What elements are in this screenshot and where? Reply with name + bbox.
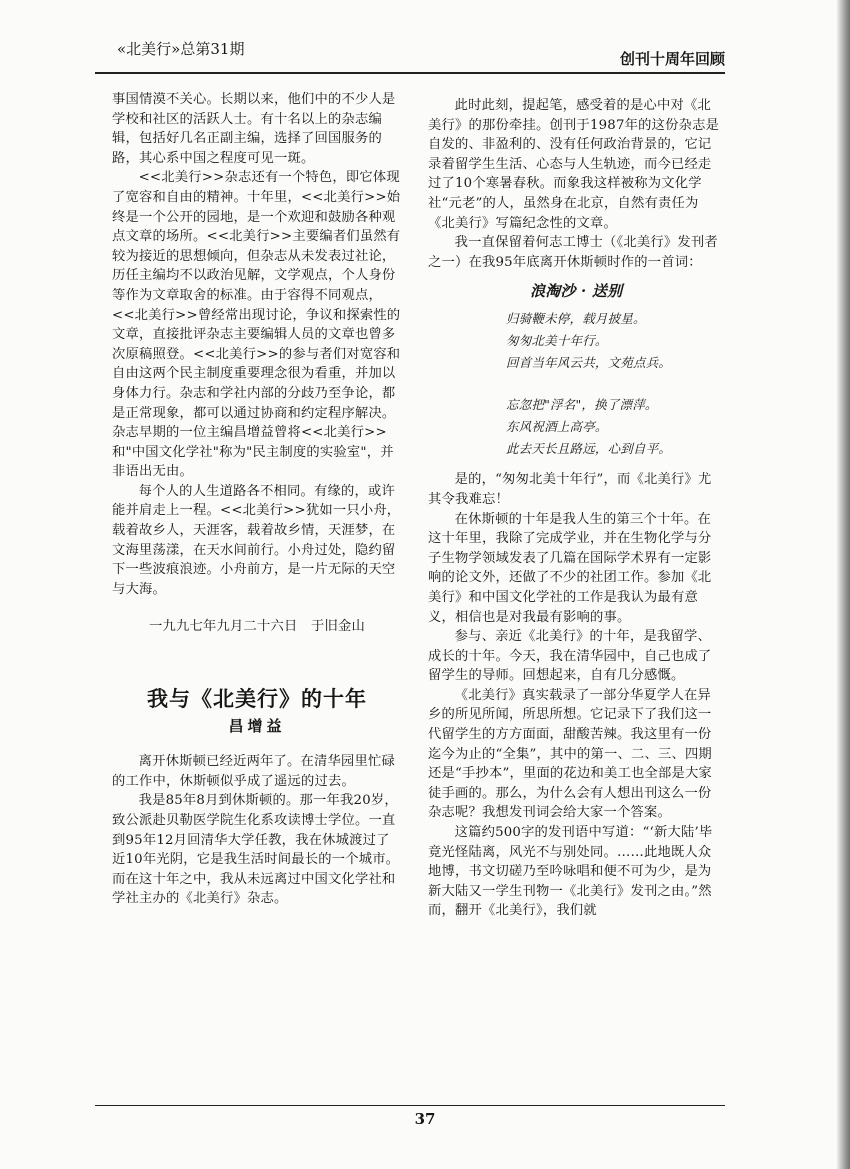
page-number: 37 [414,1110,436,1128]
paragraph: 这篇约500字的发刊语中写道：“‘新大陆’毕竟光怪陆离，风光不与别处同。……此地既人众地博，书文切磋乃至吟咏唱和便不可为少，是为新大陆又一学生刊物一《北美行》发刊之由。”然而，翻开《北美行》，我们就 [428,825,713,919]
paragraph: 此时此刻，提起笔，感受着的是心中对《北美行》的那份牵挂。创刊于1987年的这份杂志是自发的、非盈利的、没有任何政治背景的，它记录着留学生生活、心态与人生轨迹，而今已经走过了10个寒暑春秋。而象我这样被称为文化学社“元老”的人，虽然身在北京，自然有责任为《北美行》写篇纪念性的文章。 [428,98,720,231]
paragraph: 在休斯顿的十年是我人生的第三个十年。在这十年里，我除了完成学业，并在生物化学与分子生物学领域发表了几篇在国际学术界有一定影响的论文外，还做了不少的社团工作。参加《北美行》和中国文化学社的工作是我认为最有意义，相信也是对我最有影响的事。 [428,511,712,625]
poem [506,280,720,460]
paragraph: 每个人的人生道路各不相同。有缘的，或许能并肩走上一程。<<北美行>>犹如一只小舟，载着故乡人，天涯客，载着故乡情，天涯梦，在文海里荡漾，在天水间前行。小舟过处，隐约留下一些波痕浪迹。小舟前方，是一片无际的天空与大海。 [112,483,401,597]
poem-line: 东风祝酒上高亭。 [506,419,608,435]
poem-line: 匆匆北美十年行。 [506,333,608,349]
section-title: 创刊十周年回顾 [619,50,725,68]
page-header [95,30,725,70]
scan-edge-shadow [836,0,850,1169]
poem-line: 归骑鞭未停，载月披星。 [506,311,646,327]
article-author: 昌增益 [228,716,286,735]
paragraph: 事国情漠不关心。长期以来，他们中的不少人是学校和社区的活跃人士。有十名以上的杂志编辑，包括好几名正副主编，选择了回国服务的路，其心系中国之程度可见一斑。 [112,92,396,166]
left-column [112,90,402,909]
paragraph: <<北美行>>杂志还有一个特色，即它体现了宽容和自由的精神。十年里，<<北美行>>始终是一个公开的园地，是一个欢迎和鼓励各种观点文章的场所。<<北美行>>主要编者们虽然有较为接近的思想倾向，但杂志从未发表过社论，历任主编均不以政治见解，文学观点，个人身份等作为文章取舍的标准。由于容得不同观点，<<北美行>>曾经常出现讨论，争议和探索性的文章，直接批评杂志主要编辑人员的文章也曾多次原稿照登。<<北美行>>的参与者们对宽容和自由这两个民主制度重要理念很为看重，并加以身体力行。杂志和学社内部的分歧乃至争论，都是正常现象，都可以通过协商和约定程序解决。杂志早期的一位主编昌增益曾将<<北美行>>和"中国文化学社"称为"民主制度的实验室"，并非语出无由。 [112,170,401,480]
stanza-gap [506,374,720,394]
poem-line: 回首当年风云共，文苑点兵。 [506,355,672,371]
paragraph: 离开休斯顿已经近两年了。在清华园里忙碌的工作中，休斯顿似乎成了遥远的过去。 [112,754,396,789]
paragraph: 是的，“匆匆北美十年行”，而《北美行》尤其令我难忘！ [428,472,712,507]
poem-line: 此去天长且路远，心到自平。 [506,441,672,457]
paragraph: 《北美行》真实载录了一部分华夏学人在异乡的所见所闻，所思所想。它记录下了我们这一代留学生的方方面面，甜酸苦辣。我这里有一份迄今为止的“全集”，其中的第一、二、三、四期还是“手抄本”，里面的花边和美工也全部是大家徒手画的。那么，为什么会有人想出刊这么一份杂志呢？我想发刊词会给大家一个答案。 [428,687,712,821]
right-column [428,96,720,921]
issue-label: «北美行»总第31期 [117,40,245,58]
poem-line: 忘忽把"浮名"，换了漂萍。 [506,397,658,413]
poem-title: 浪淘沙 · 送别 [530,282,623,301]
header-divider [95,72,725,74]
paragraph: 我一直保留着何志工博士（《北美行》发刊者之一）在我95年底离开休斯顿时作的一首词： [428,235,718,270]
footer-divider [95,1105,725,1106]
article-title: 我与《北美行》的十年 [147,686,367,712]
paragraph: 我是85年8月到休斯顿的。那一年我20岁，致公派赴贝勒医学院生化系攻读博士学位。一直到95年12月回清华大学任教，我在休城渡过了近10年光阴，它是我生活时间最长的一个城市。而在这十年之中，我从未远离过中国文化学社和学社主办的《北美行》杂志。 [112,793,400,907]
paragraph: 参与、亲近《北美行》的十年，是我留学、成长的十年。今天，我在清华园中，自己也成了留学生的导师。回想起来，自有几分感慨。 [428,629,712,684]
dateline: 一九九七年九月二十六日 于旧金山 [149,619,365,635]
